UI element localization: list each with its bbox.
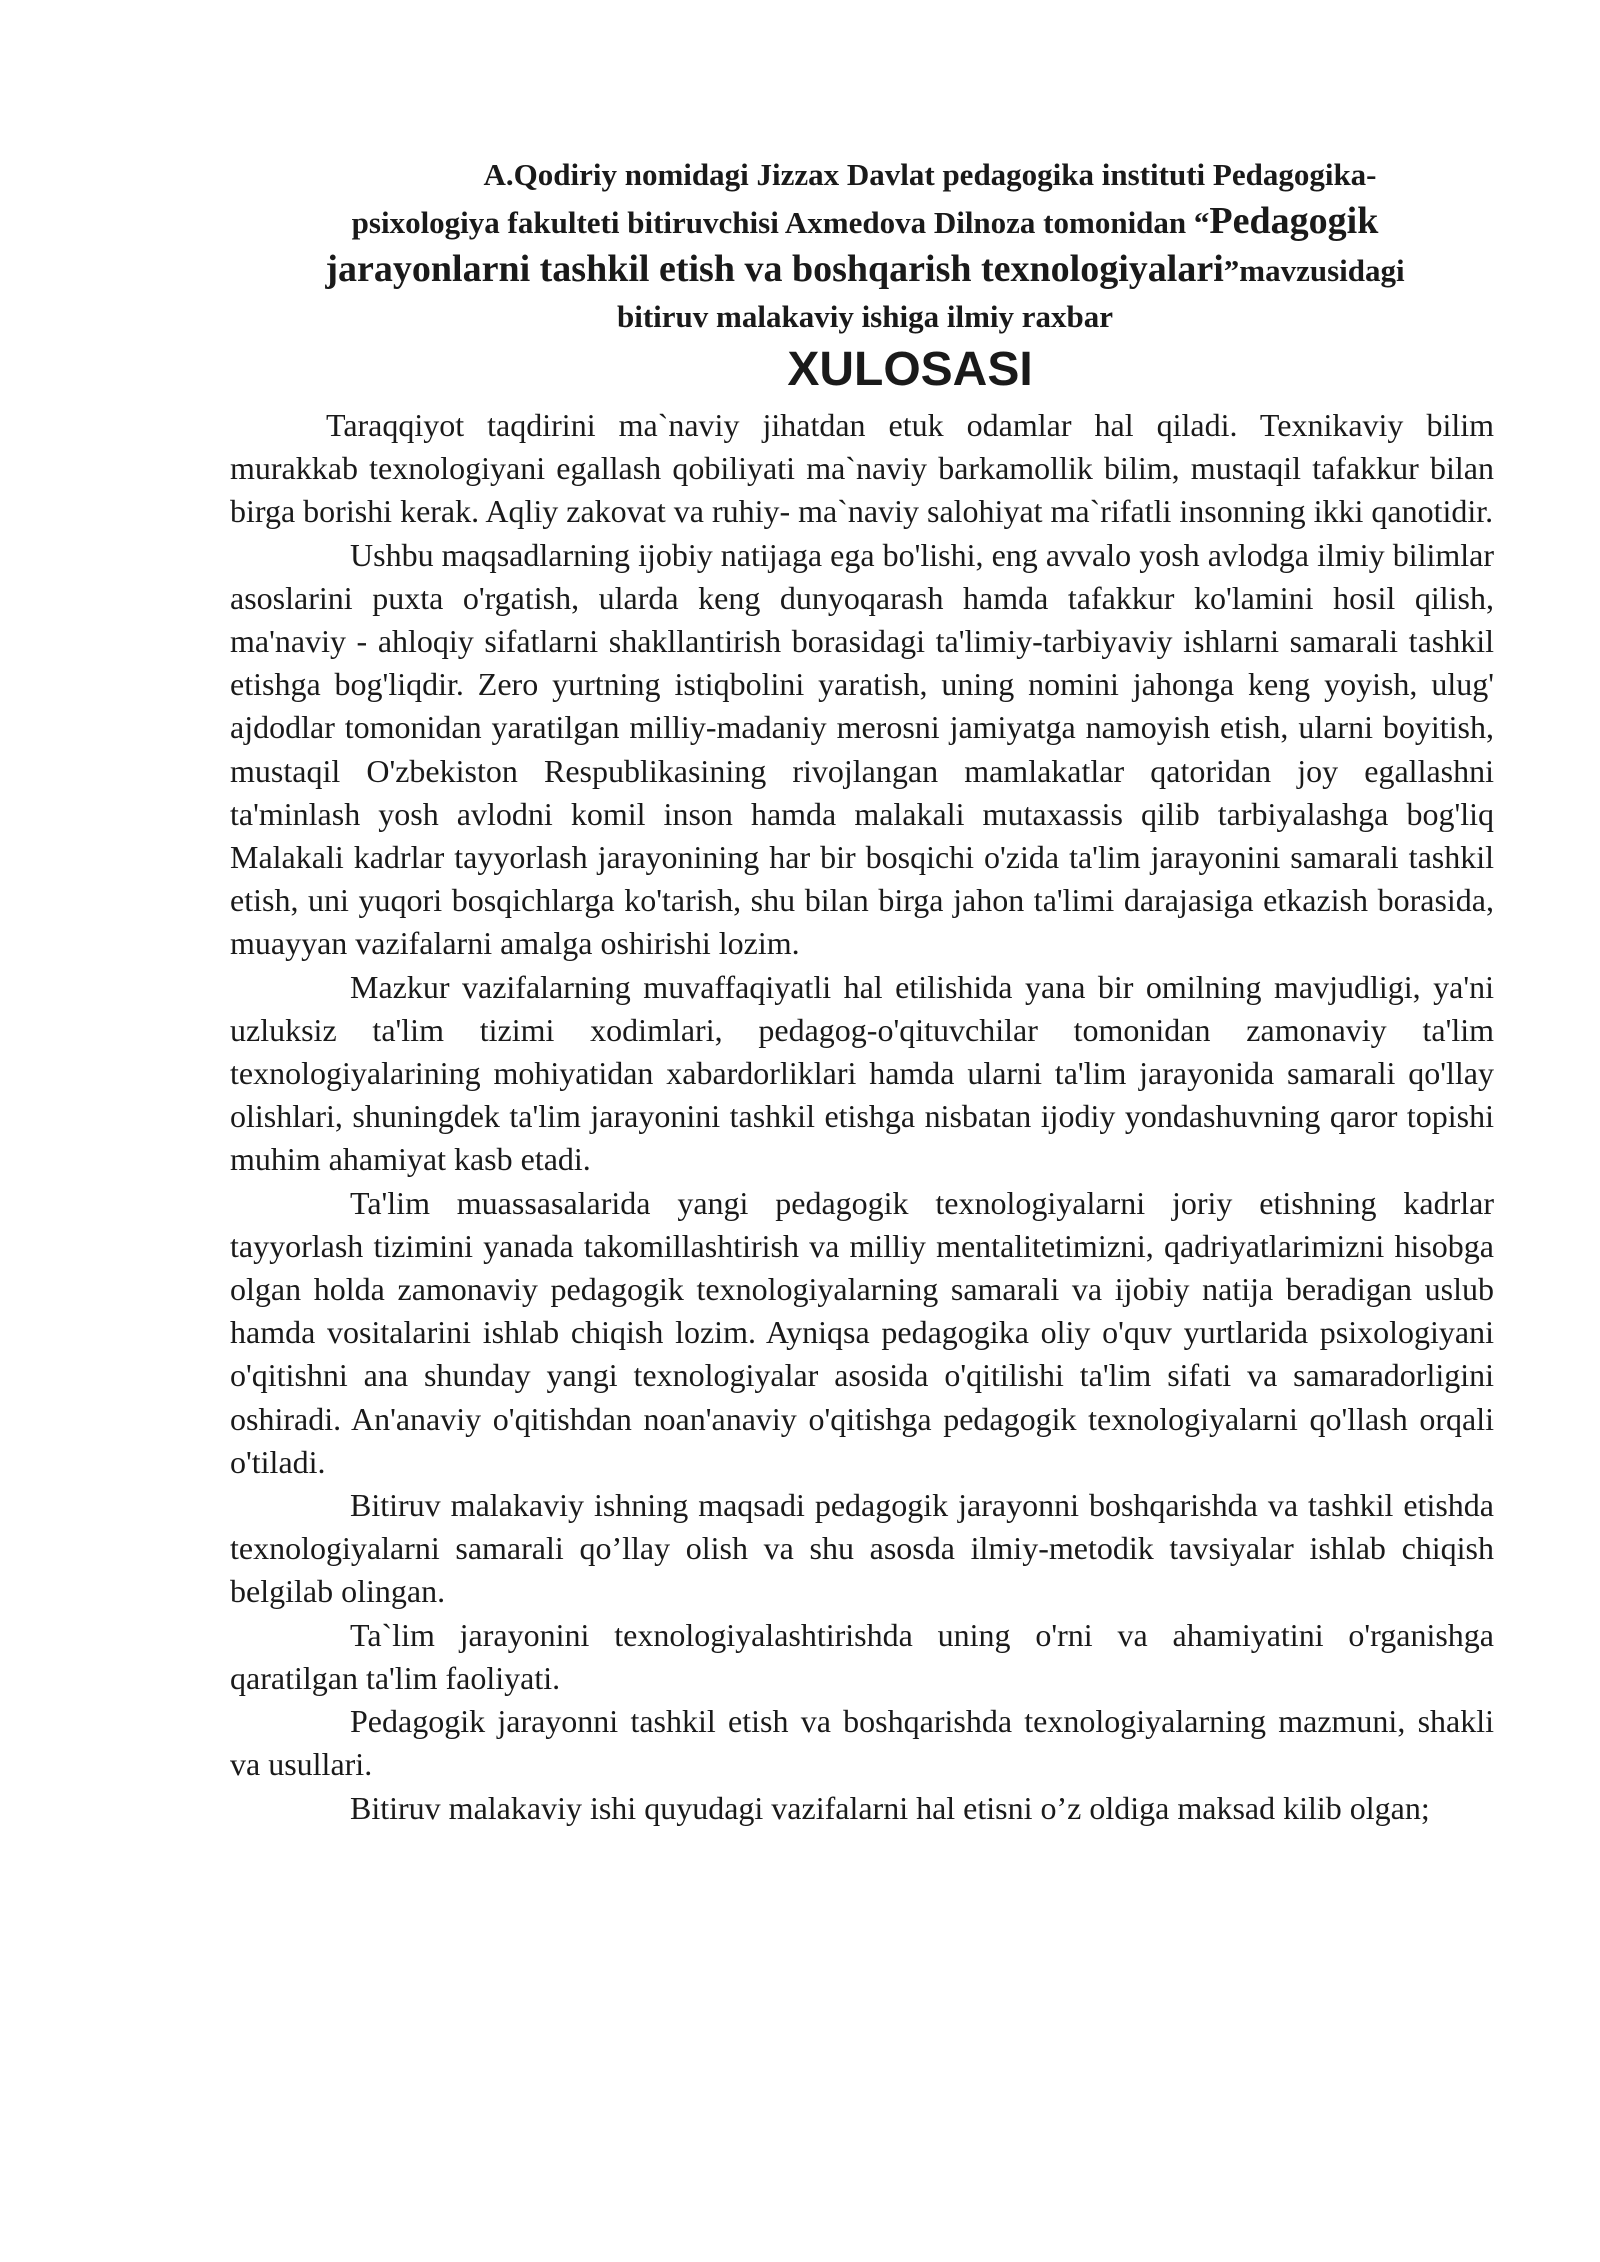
paragraph: Ta`lim jarayonini texnologiyalashtirishda uning o'rni va ahamiyatini o'rganishga qaratilgan ta'lim faoliyati. <box>230 1616 1494 1696</box>
header-line-3-suffix: ”mavzusidagi <box>1223 253 1405 288</box>
header-line-1: A.Qodiriy nomidagi Jizzax Davlat pedagogika instituti Pedagogika- <box>483 157 1377 192</box>
paragraph: Ushbu maqsadlarning ijobiy natijaga ega bo'lishi, eng avvalo yosh avlodga ilmiy bilimlar asoslarini puxta o'rgatish, ularda keng dunyoqarash hamda tafakkur ko'lamini hosil qilish, ma'naviy - ahloqiy sifatlarni shakllantirish borasidagi ta'limiy-tarbiyaviy ishlarni samarali tashkil etishga bog'liqdir. Zero yurtning istiqbolini yaratish, uning nomini jahonga keng yoyish, ulug' ajdodlar tomonidan yaratilgan milliy-madaniy merosni jamiyatga namoyish etish, ularni boyitish, mustaqil O'zbekiston Respublikasining rivojlangan mamlakatlar qatoridan joy egallashni ta'minlash yosh avlodni komil inson hamda malakali mutaxassis qilib tarbiyalashga bog'liq Malakali kadrlar tayyorlash jarayonining har bir bosqichi o'zida ta'lim jarayonini samarali tashkil etish, uni yuqori bosqichlarga ko'tarish, shu bilan birga jahon ta'limi darajasiga etkazish borasida, muayyan vazifalarni amalga oshirishi lozim. <box>230 536 1494 962</box>
header-line-2-topic-start: Pedagogik <box>1209 200 1379 242</box>
header-line-3-topic: jarayonlarni tashkil etish va boshqarish texnologiyalari <box>325 248 1224 290</box>
paragraph: Pedagogik jarayonni tashkil etish va boshqarishda texnologiyalarning mazmuni, shakli va usullari. <box>230 1703 1494 1783</box>
document-body <box>230 404 1494 1830</box>
header-line-4: bitiruv malakaviy ishiga ilmiy raxbar <box>616 299 1114 334</box>
paragraph: Bitiruv malakaviy ishi quyudagi vazifalarni hal etisni o’z oldiga maksad kilib olgan; <box>350 1789 1430 1826</box>
header-line-3 <box>230 246 1500 294</box>
header-line-2-text: psixologiya fakulteti bitiruvchisi Axmedova Dilnoza tomonidan “ <box>351 205 1210 240</box>
paragraph: Mazkur vazifalarning muvaffaqiyatli hal etilishida yana bir omilning mavjudligi, ya'ni uzluksiz ta'lim tizimi xodimlari, pedagog-o'qituvchilar tomonidan zamonaviy ta'lim texnologiyalarining mohiyatidan xabardorliklari hamda ularni ta'lim jarayonida samarali qo'llay olishlari, shuningdek ta'lim jarayonini tashkil etishga nisbatan ijodiy yondashuvning qaror topishi muhim ahamiyat kasb etadi. <box>230 968 1494 1178</box>
paragraph: Bitiruv malakaviy ishning maqsadi pedagogik jarayonni boshqarishda va tashkil etishda texnologiyalarni samarali qo’llay olish va shu asosda ilmiy-metodik tavsiyalar ishlab chiqish belgilab olingan. <box>230 1487 1494 1610</box>
document-title: XULOSASI <box>787 343 1033 396</box>
header-line-2 <box>230 198 1500 246</box>
paragraph: Ta'lim muassasalarida yangi pedagogik texnologiyalarni joriy etishning kadrlar tayyorlash tizimini yanada takomillashtirish va milliy mentalitetimizni, qadriyatlarimizni hisobga olgan holda zamonaviy pedagogik texnologiyalarning samarali va ijobiy natija beradigan uslub hamda vositalarini ishlab chiqish lozim. Ayniqsa pedagogika oliy o'quv yurtlarida psixologiyani o'qitishni ana shunday yangi texnologiyalar asosida o'qitilishi ta'lim sifati va samaradorligini oshiradi. An'anaviy o'qitishdan noan'anaviy o'qitishga pedagogik texnologiyalarni qo'llash orqali o'tiladi. <box>230 1184 1494 1480</box>
document-header <box>230 152 1500 340</box>
paragraph: Taraqqiyot taqdirini ma`naviy jihatdan etuk odamlar hal qiladi. Texnikaviy bilim murakkab texnologiyani egallash qobiliyati ma`naviy barkamollik bilim, mustaqil tafakkur bilan birga borishi kerak. Aqliy zakovat va ruhiy- ma`naviy salohiyat ma`rifatli insonning ikki qanotidir. <box>230 407 1494 530</box>
